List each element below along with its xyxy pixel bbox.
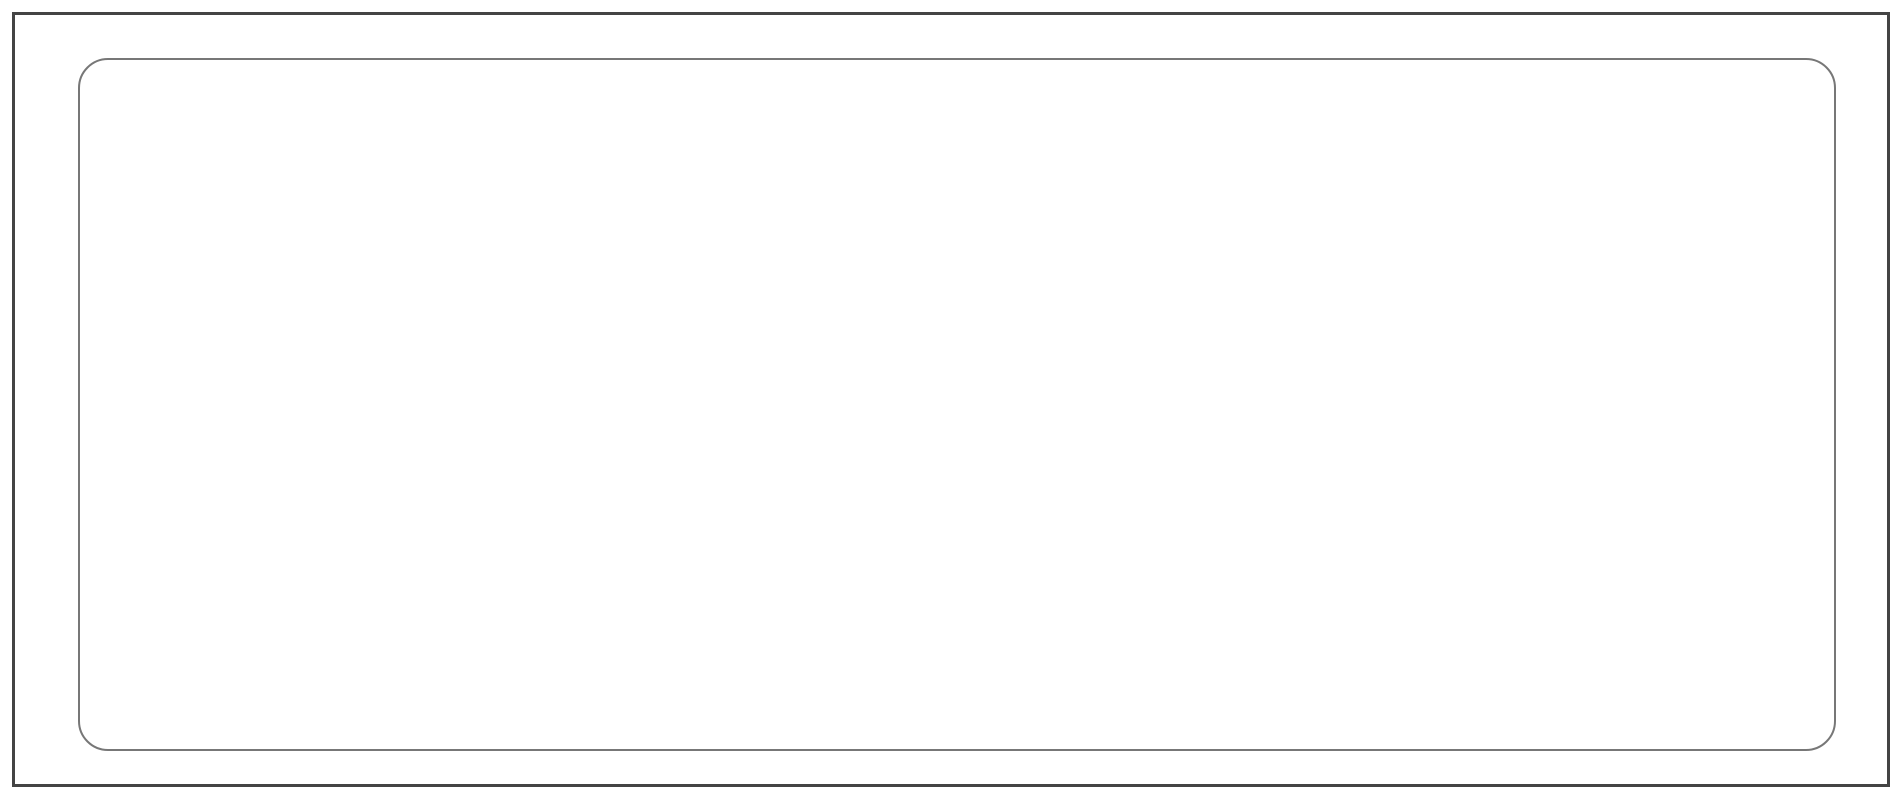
notice-frame	[78, 58, 1836, 751]
